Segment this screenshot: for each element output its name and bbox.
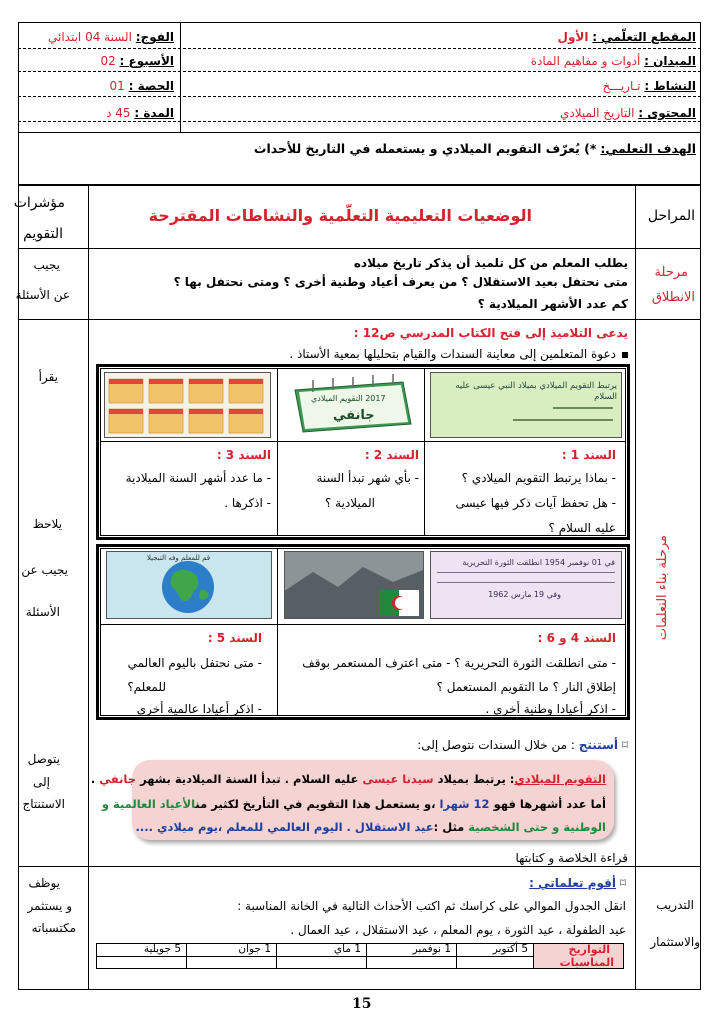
date-cell: 1 نوفمبر xyxy=(412,943,451,955)
session-row: الحصة : 01 xyxy=(109,79,174,93)
objective-row: الهدف التعلمي: *) يُعرّف التقويم الميلادي و يستعمله في التاريخ للأحداث xyxy=(253,141,696,156)
calendar-page-image xyxy=(283,372,419,438)
ind-answer-2: الأسئلة xyxy=(25,605,60,619)
indicators-header-1: مؤشرات xyxy=(13,195,65,211)
doc46-line-3: - اذكر أعيادا وطنية أخرى . xyxy=(485,702,616,716)
revolution-image xyxy=(284,551,424,619)
training-instruction: انقل الجدول الموالي على كراسك ثم اكتب الأحداث التالية في الخانة المناسبة : xyxy=(237,899,626,913)
summary-line-2: أما عدد أشهرها فهو 12 شهرا ،و يستعمل هذا التقويم في التأريخ لكثير منالأعياد العالمية و xyxy=(101,797,606,811)
ind-read: يقرأ xyxy=(38,370,58,384)
training-ind-1: يوظف xyxy=(28,876,60,890)
launch-stage-2: الانطلاق xyxy=(651,290,695,305)
calendar-month-text: جانفي xyxy=(333,408,375,423)
date-cell: 5 جويلية xyxy=(143,943,181,955)
events-row-head: المناسبات xyxy=(559,956,614,969)
launch-ind-1: يجيب xyxy=(33,258,60,272)
doc5-line-1: - متى نحتفل باليوم العالمي xyxy=(127,656,262,670)
activity-row: النشاط : تـاريـــخ xyxy=(602,79,696,93)
calendar-grid-icon xyxy=(104,373,270,438)
training-title-row: ⌑ أقوم تعلماتي : xyxy=(529,876,626,890)
text-snippet-image xyxy=(430,372,622,438)
doc3-title: السند 3 : xyxy=(216,448,271,462)
ind-answer-1: يجيب عن xyxy=(21,563,68,577)
calendar-grid-image xyxy=(104,372,271,438)
pin-icon: ⌑ xyxy=(621,738,628,752)
summary-line-3: الوطنية و حتى الشخصية مثل :عيد الاستقلال . اليوم العالمي للمعلم ،يوم ميلادي .... xyxy=(135,820,606,834)
build-stage-label: مرحلة بناء التعلمات xyxy=(655,535,670,641)
conclude-row: ⌑ أستنتج : من خلال السندات نتوصل إلى: xyxy=(417,738,628,752)
globe-image xyxy=(106,551,272,619)
ind-reach-2: إلى xyxy=(33,775,50,789)
week-row: الأسبوع : 02 xyxy=(100,54,174,68)
bullet-icon xyxy=(622,352,628,358)
segment-row: المقطع التعلّمي : الأول xyxy=(557,30,696,44)
launch-stage-1: مرحلة xyxy=(654,265,688,280)
launch-line-2: متى نحتفل بعيد الاستقلال ؟ من يعرف أعياد وطنية أخرى ؟ ومتى نحتفل بها ؟ xyxy=(173,275,628,289)
launch-line-1: يطلب المعلم من كل تلميذ أن يذكر تاريخ ميلاده xyxy=(353,256,628,270)
doc3-line-1: - ما عدد أشهر السنة الميلادية xyxy=(125,471,271,485)
launch-line-3: كم عدد الأشهر الميلادية ؟ xyxy=(477,297,628,311)
doc3-line-2: - اذكرها . xyxy=(224,496,271,510)
training-ind-3: مكتسباته xyxy=(31,921,76,935)
revolution-text-2: وفي 19 مارس 1962 xyxy=(488,590,561,599)
duration-row: المدة : 45 د xyxy=(106,106,174,120)
reading-line: قراءة الخلاصة و كتابتها xyxy=(515,851,628,865)
build-intro: يدعى التلاميذ إلى فتح الكتاب المدرسي ص12 : xyxy=(353,326,628,340)
dates-row-head: التواريخ xyxy=(568,943,610,956)
globe-icon xyxy=(106,552,271,619)
doc5-line-2: للمعلم؟ xyxy=(127,680,166,694)
doc5-title: السند 5 : xyxy=(207,631,262,645)
doc46-line-1: - متى انطلقت الثورة التحريرية ؟ - متى اعترف المستعمر بوقف xyxy=(302,656,616,670)
build-bullet: دعوة المتعلمين إلى معاينة السندات والقيام بتحليلها بمعية الأستاذ . xyxy=(289,347,628,362)
training-events: عيد الطفولة ، عيد الثورة ، يوم المعلم ، عيد الاستقلال ، عيد العمال . xyxy=(290,923,626,937)
flag-icon xyxy=(284,552,423,619)
training-ind-2: و يستثمر xyxy=(27,899,72,913)
doc5-line-3: - اذكر أعيادا عالمية أخرى xyxy=(136,702,262,716)
group-row: الفوج: السنة 04 ابتدائي xyxy=(47,30,174,44)
snippet-text: يرتبط التقويم الميلادي بميلاد النبي عيسى عليه السلام xyxy=(455,381,617,402)
date-cell: 5 أكتوبر xyxy=(492,943,528,955)
date-cell: 1 ماي xyxy=(333,943,361,955)
ind-reach-1: يتوصل xyxy=(27,752,60,766)
pin-icon-2: ⌑ xyxy=(619,876,626,890)
doc46-line-2: إطلاق النار ؟ ما التقويم المستعمل ؟ xyxy=(436,680,616,694)
doc1-line-3: عليه السلام ؟ xyxy=(548,521,616,535)
stages-header: المراحل xyxy=(647,208,695,224)
indicators-header-2: التقويم xyxy=(23,226,63,242)
domain-row: الميدان : أدوات و مفاهيم المادة xyxy=(530,54,696,68)
doc1-title: السند 1 : xyxy=(561,448,616,462)
doc1-line-1: - بماذا يرتبط التقويم الميلادي ؟ xyxy=(461,471,616,485)
ind-observe: يلاحظ xyxy=(32,517,62,531)
doc46-title: السند 4 و 6 : xyxy=(537,631,616,645)
content-row: المحتوى : التاريخ الميلادي xyxy=(560,106,696,120)
doc2-line-2: الميلادية ؟ xyxy=(324,496,375,510)
page-number: 15 xyxy=(352,996,372,1012)
ind-reach-3: الاستنتاج xyxy=(22,797,65,811)
date-cell: 1 جوان xyxy=(238,943,271,955)
summary-line-1: التقويم الميلادي: يرتبط بميلاد سيدنا عيسى عليه السلام . تبدأ السنة الميلادية بشهر جانفي . xyxy=(90,772,606,786)
doc2-title: السند 2 : xyxy=(364,448,419,462)
desk-calendar-icon xyxy=(283,372,419,438)
training-stage-1: التدريب xyxy=(656,898,694,912)
training-stage-2: والاستثمار xyxy=(650,935,700,949)
doc1-line-2: - هل تحفظ آيات ذكر فيها عيسى xyxy=(455,496,616,510)
revolution-text-image xyxy=(430,551,622,619)
doc2-line-1: - بأي شهر تبدأ السنة xyxy=(316,471,419,485)
launch-ind-2: عن الأسئلة xyxy=(15,288,70,302)
globe-caption: قم للمعلم وفه التبجيلا xyxy=(147,554,211,562)
revolution-text-1: في 01 نوفمبر 1954 انطلقت الثورة التحريرية xyxy=(462,558,615,567)
activities-header: الوضعيات التعليمية التعلّمية والنشاطات المقترحة xyxy=(148,206,532,225)
calendar-title-text: 2017 التقويم الميلادي xyxy=(311,394,386,403)
